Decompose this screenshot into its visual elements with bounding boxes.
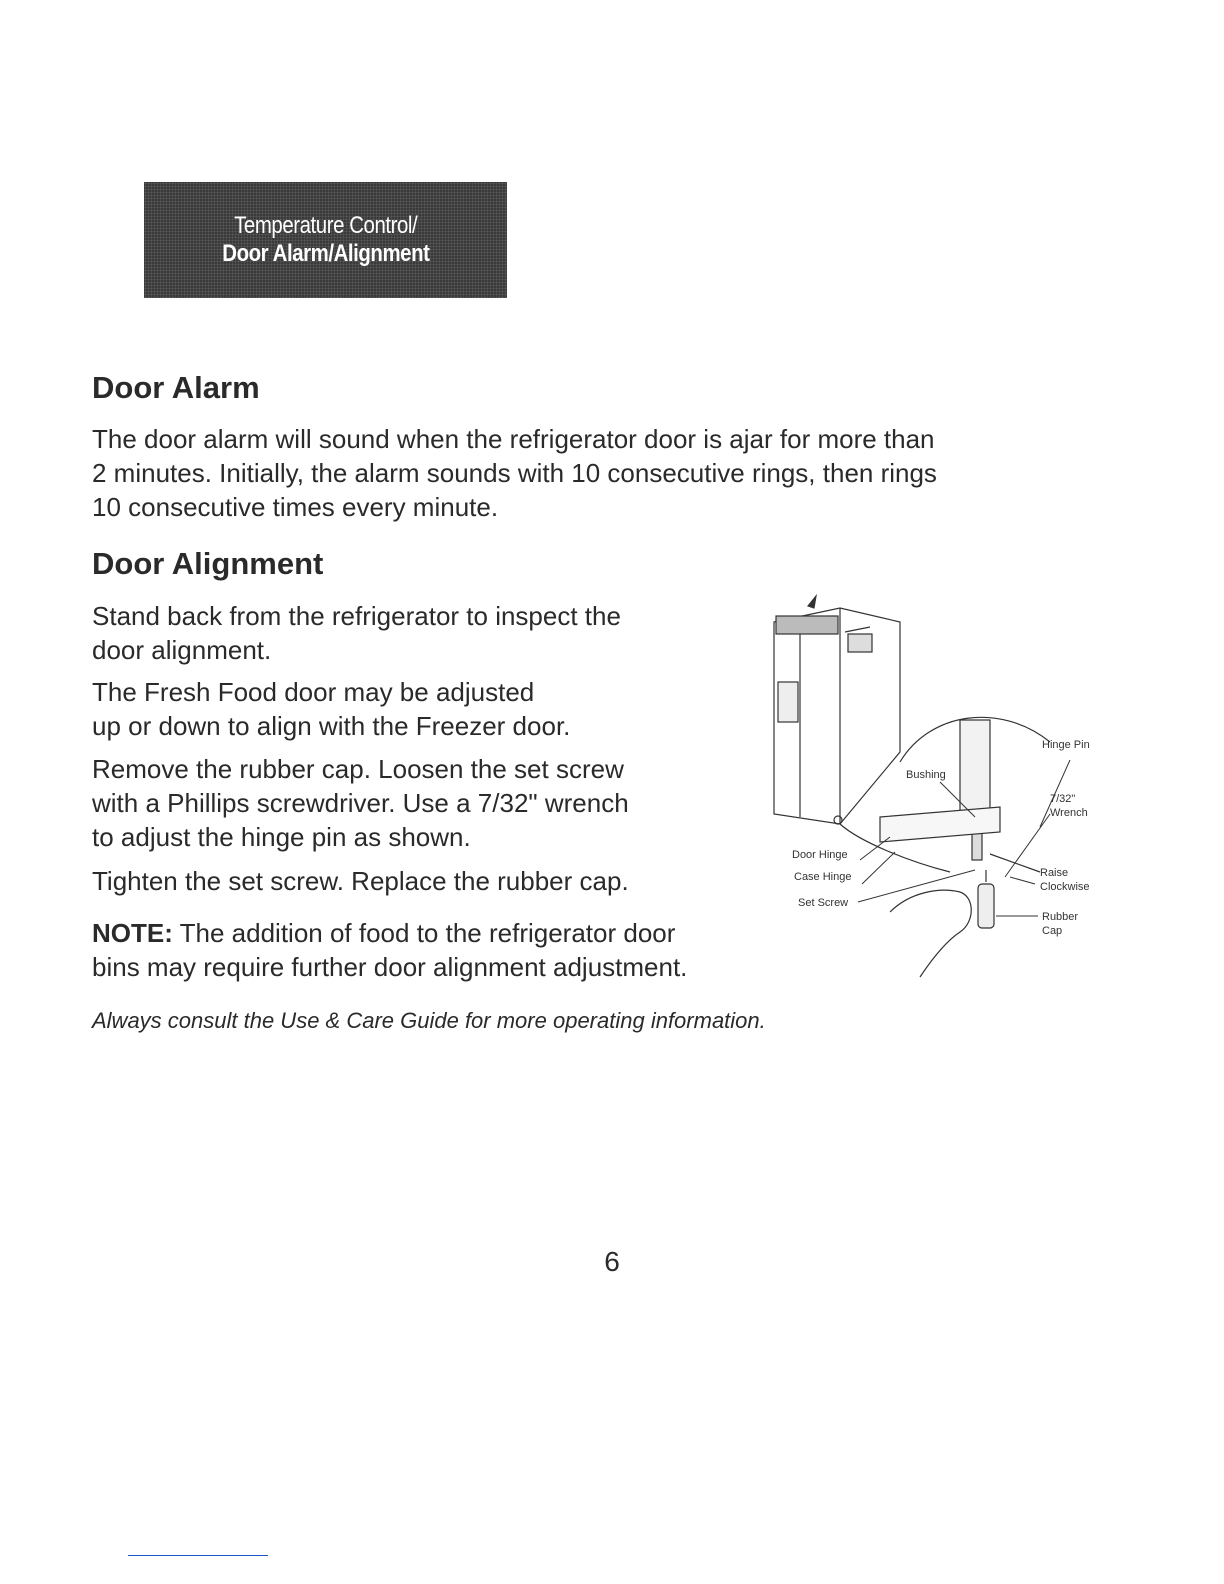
alignment-line: Remove the rubber cap. Loosen the set screw [92,754,624,784]
door-alignment-heading: Door Alignment [92,546,324,581]
label-cap: Cap [1042,925,1063,937]
alignment-note [92,916,687,984]
note-text: bins may require further door alignment adjustment. [92,952,688,982]
alignment-line: up or down to align with the Freezer door. [92,711,571,741]
alignment-paragraph-1 [92,599,621,667]
door-alarm-line: 2 minutes. Initially, the alarm sounds with 10 consecutive rings, then rings [92,458,937,488]
section-header-box [144,182,507,298]
alignment-line: with a Phillips screwdriver. Use a 7/32" wrench [92,788,629,818]
label-door-hinge: Door Hinge [792,849,848,861]
alignment-line: Stand back from the refrigerator to inspect the [92,601,621,631]
footer-rule [128,1555,268,1556]
alignment-line: The Fresh Food door may be adjusted [92,677,535,707]
hinge-adjustment-illustration [760,592,1110,982]
alignment-paragraph-2 [92,675,570,743]
note-label: NOTE: [92,918,173,948]
label-rubber: Rubber [1042,911,1079,923]
label-wrench: Wrench [1050,807,1088,819]
alignment-line: door alignment. [92,635,272,665]
refrigerator-drawing [774,596,900,824]
alignment-line: to adjust the hinge pin as shown. [92,822,471,852]
door-alarm-line: The door alarm will sound when the refrigerator door is ajar for more than [92,424,935,454]
use-care-guide-note: Always consult the Use & Care Guide for more operating information. [92,1008,766,1033]
door-alarm-line: 10 consecutive times every minute. [92,492,499,522]
header-title-line1: Temperature Control/ [233,212,418,240]
header-title-line2: Door Alarm/Alignment [221,240,430,267]
note-text: The addition of food to the refrigerator door [172,918,676,948]
label-hinge-pin: Hinge Pin [1042,739,1090,751]
alignment-paragraph-4: Tighten the set screw. Replace the rubber cap. [92,866,629,896]
door-alarm-heading: Door Alarm [92,370,260,405]
label-case-hinge: Case Hinge [794,871,852,883]
label-set-screw: Set Screw [798,897,849,909]
label-bushing: Bushing [906,769,946,781]
label-clockwise: Clockwise [1040,881,1090,893]
label-wrench-size: 7/32" [1050,793,1076,805]
page-number: 6 [604,1246,620,1277]
door-alarm-paragraph [92,422,937,524]
label-raise: Raise [1040,867,1069,879]
alignment-paragraph-3 [92,752,629,854]
